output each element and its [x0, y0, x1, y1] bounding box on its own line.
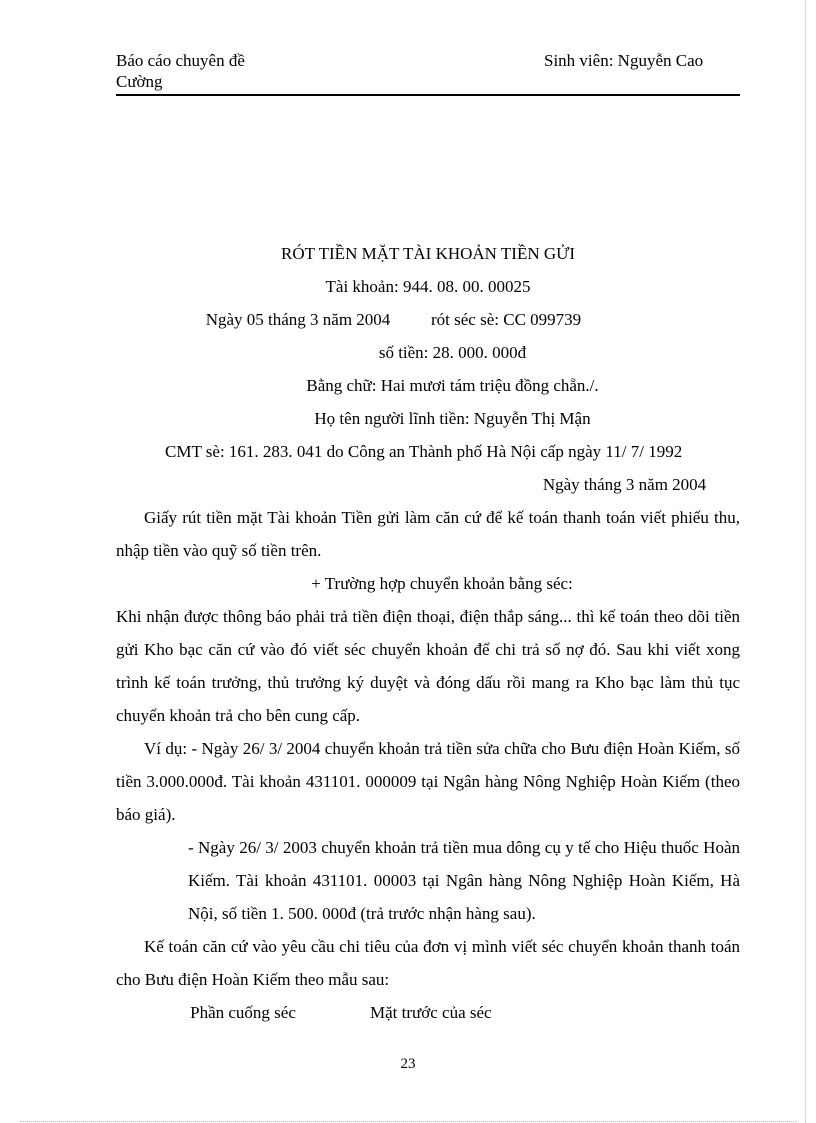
cheque-labels-row	[116, 996, 740, 1029]
amount-in-words: Bằng chữ: Hai mươi tám triệu đồng chẵn./.	[306, 376, 599, 395]
account-line: Tài khoản: 944. 08. 00. 00025	[325, 277, 531, 296]
date-cheque-row	[116, 303, 740, 336]
header-divider	[116, 94, 740, 96]
paragraph-cheque-form: Kế toán căn cứ vào yêu cầu chi tiêu của đơn vị mình viết séc chuyển khoản thanh toán cho Bưu điện Hoàn Kiếm theo mẫu sau:	[116, 937, 740, 989]
signature-date: Ngày tháng 3 năm 2004	[542, 475, 707, 494]
example-two: - Ngày 26/ 3/ 2003 chuyển khoản trả tiền mua dông cụ y tế cho Hiệu thuốc Hoàn Kiếm. Tài khoản 431101. 00003 tại Ngân hàng Nông Nghiệp Hoàn Kiếm, Hà Nội, số tiền 1. 500. 000đ (trả trước nhận hàng sau).	[188, 838, 740, 923]
header-report-title: Báo cáo chuyên đề	[116, 51, 245, 70]
cheque-stub-label: Phần cuống séc	[190, 1003, 296, 1022]
date-line: Ngày 05 tháng 3 năm 2004	[205, 310, 391, 329]
cheque-number: rót séc sè: CC 099739	[431, 310, 582, 329]
amount-line: số tiền: 28. 000. 000đ	[378, 343, 527, 362]
cheque-front-label: Mặt trước của séc	[370, 1003, 492, 1022]
page-edge-bottom	[20, 1121, 796, 1122]
header-student-name-wrap: Cường	[116, 72, 163, 91]
page-number: 23	[400, 1056, 416, 1072]
paragraph-transfer: Khi nhận được thông báo phải trả tiền điện thoại, điện thắp sáng... thì kế toán theo dõi tiền gửi Kho bạc căn cứ vào đó viết séc chuyển khoản để chi trả số nợ đó. Sau khi viết xong trình kế toán trưởng, thủ trưởng ký duyệt và đóng dấu rồi mang ra Kho bạc làm thủ tục chuyển khoản trả cho bên cung cấp.	[116, 607, 740, 725]
header-left	[116, 50, 316, 92]
paragraph-withdrawal: Giấy rút tiền mặt Tài khoản Tiền gửi làm căn cứ để kế toán thanh toán viết phiếu thu, nhập tiền vào quỹ số tiền trên.	[116, 508, 740, 560]
header-student-label: Sinh viên: Nguyễn Cao	[544, 51, 704, 70]
document-title: RÓT TIỀN MẶT TÀI KHOẢN TIỀN GỬI	[281, 244, 575, 263]
document-body	[116, 237, 740, 1029]
id-card-line: CMT sè: 161. 283. 041 do Công an Thành phố Hà Nội cấp ngày 11/ 7/ 1992	[165, 442, 683, 461]
example-one: Ví dụ: - Ngày 26/ 3/ 2004 chuyển khoản trả tiền sửa chữa cho Bưu điện Hoàn Kiếm, số tiền 3.000.000đ. Tài khoản 431101. 000009 tại Ngân hàng Nông Nghiệp Hoàn Kiếm (theo báo giá).	[116, 739, 740, 824]
case-heading: + Trường hợp chuyển khoản bằng séc:	[311, 574, 573, 593]
recipient-line: Họ tên người lĩnh tiền: Nguyễn Thị Mận	[314, 409, 591, 428]
page-edge-right	[805, 0, 806, 1123]
